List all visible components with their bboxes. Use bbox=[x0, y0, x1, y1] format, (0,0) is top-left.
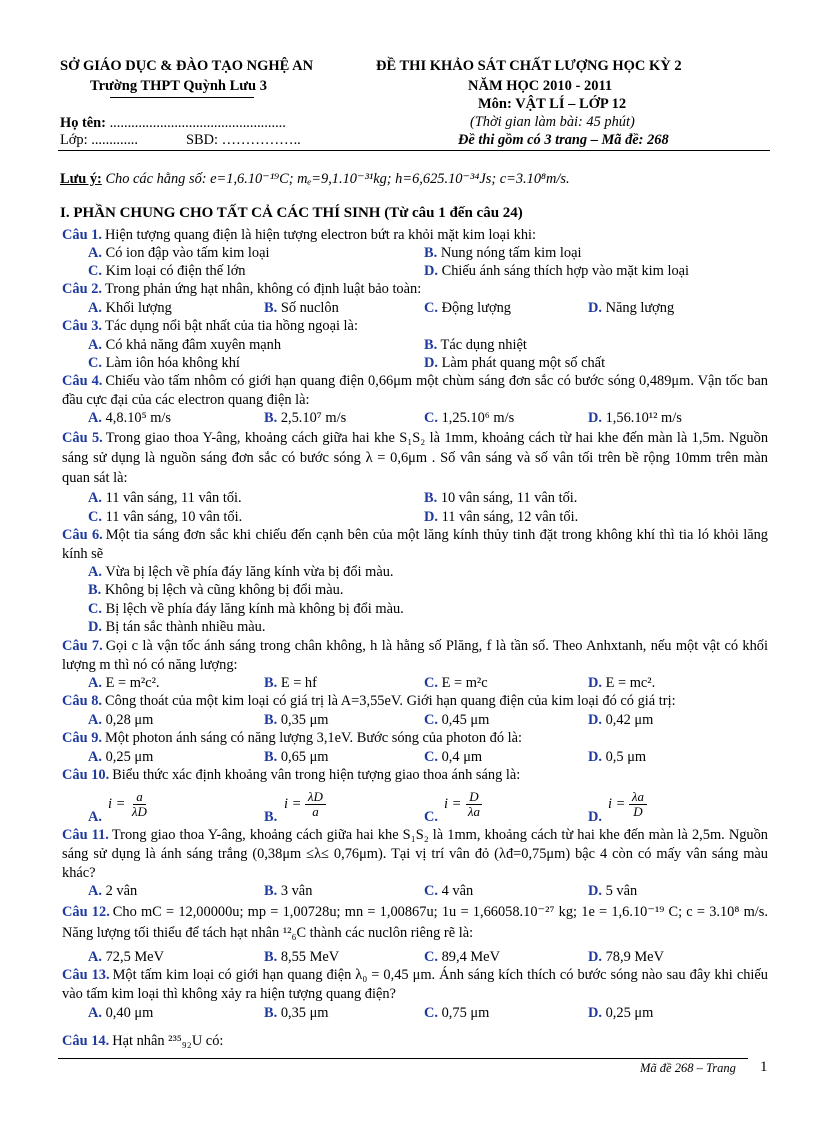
option-b[interactable]: B. Không bị lệch và cũng không bị đổi màu. bbox=[88, 582, 344, 598]
option-d[interactable]: D. 0,25 μm bbox=[588, 1005, 654, 1021]
option-d[interactable]: D. 1,56.10¹² m/s bbox=[588, 410, 682, 426]
question-number: Câu 8. bbox=[62, 693, 102, 709]
option-c[interactable]: C. 4 vân bbox=[424, 883, 474, 899]
option-a[interactable]: A. Có ion đập vào tấm kim loại bbox=[88, 245, 270, 261]
question-text: Cho mC = 12,00000u; mp = 1,00728u; mn = 1,00867u; 1u = 1,66058.10⁻²⁷ kg; 1e = 1,6.10⁻¹⁹ C; c = 3.10⁸ m/s. Năng lượng tối thiểu để tách hạt nhân ¹²₆C thành các nuclôn riêng rẽ là: bbox=[62, 904, 768, 941]
option-d[interactable]: D. E = mc². bbox=[588, 675, 656, 691]
option-a[interactable]: A. 4,8.10⁵ m/s bbox=[88, 410, 171, 426]
option-d[interactable]: D. 0,5 μm bbox=[588, 749, 647, 765]
option-b[interactable]: B. Nung nóng tấm kim loại bbox=[424, 245, 582, 261]
question-number: Câu 10. bbox=[62, 767, 110, 783]
question-text: Hiện tượng quang điện là hiện tượng electron bứt ra khỏi mặt kim loại khi: bbox=[104, 227, 537, 243]
formula-denominator: a bbox=[312, 804, 319, 819]
section-title: I. PHẦN CHUNG CHO TẤT CẢ CÁC THÍ SINH (Từ câu 1 đến câu 24) bbox=[60, 205, 523, 221]
sbd-dots: …………….. bbox=[221, 132, 301, 148]
option-d[interactable]: D. Làm phát quang một số chất bbox=[424, 355, 606, 371]
class-label: Lớp: bbox=[60, 132, 88, 148]
formula-numerator: a bbox=[133, 790, 146, 805]
school-year: NĂM HỌC 2010 - 2011 bbox=[468, 78, 613, 94]
option-a[interactable]: A. Có khả năng đâm xuyên mạnh bbox=[88, 337, 282, 353]
option-d[interactable]: D. Bị tán sắc thành nhiều màu. bbox=[88, 619, 266, 635]
option-c[interactable]: C. Động lượng bbox=[424, 300, 511, 316]
question-10 bbox=[62, 766, 768, 785]
formula-numerator: D bbox=[466, 790, 481, 805]
class-dots: ............. bbox=[91, 132, 138, 148]
option-c[interactable]: C. 11 vân sáng, 10 vân tối. bbox=[88, 509, 243, 525]
formula-numerator: λa bbox=[629, 790, 647, 805]
question-3 bbox=[62, 317, 768, 336]
question-text: Hạt nhân ²³⁵₉₂U có: bbox=[112, 1033, 224, 1049]
option-b[interactable]: B. 3 vân bbox=[264, 883, 313, 899]
question-number: Câu 12. bbox=[62, 904, 110, 920]
class-row bbox=[60, 132, 138, 149]
option-a[interactable]: A. 2 vân bbox=[88, 883, 138, 899]
option-c[interactable]: C. 0,4 μm bbox=[424, 749, 483, 765]
option-a[interactable]: A. 0,28 μm bbox=[88, 712, 154, 728]
question-14 bbox=[62, 1032, 768, 1051]
option-b[interactable]: B. 2,5.10⁷ m/s bbox=[264, 410, 347, 426]
option-d[interactable]: D. Năng lượng bbox=[588, 300, 675, 316]
question-2 bbox=[62, 280, 768, 299]
option-a[interactable]: A. 11 vân sáng, 11 vân tối. bbox=[88, 490, 242, 506]
option-b[interactable]: B. 0,65 μm bbox=[264, 749, 329, 765]
option-a[interactable]: A. Khối lượng bbox=[88, 300, 172, 316]
option-a[interactable]: A. 0,25 μm bbox=[88, 749, 154, 765]
question-text: Tác dụng nổi bật nhất của tia hồng ngoại là: bbox=[104, 318, 358, 334]
option-c[interactable]: C. E = m²c bbox=[424, 675, 488, 691]
constants-note bbox=[60, 171, 570, 188]
question-12 bbox=[62, 902, 768, 944]
option-a[interactable]: A. Vừa bị lệch về phía đáy lăng kính vừa bị đổi màu. bbox=[88, 564, 394, 580]
question-text: Một photon ánh sáng có năng lượng 3,1eV. Bước sóng của photon đó là: bbox=[104, 730, 523, 746]
question-number: Câu 9. bbox=[62, 730, 102, 746]
option-b[interactable]: B. 0,35 μm bbox=[264, 712, 329, 728]
option-b[interactable]: B. 8,55 MeV bbox=[264, 949, 340, 965]
question-number: Câu 4. bbox=[62, 373, 103, 389]
formula-denominator: λa bbox=[467, 804, 481, 819]
question-number: Câu 5. bbox=[62, 430, 103, 446]
question-text: Trong giao thoa Y-âng, khoảng cách giữa hai khe S₁S₂ là 1mm, khoảng cách từ hai khe đến màn là 2,5m. Nguồn sáng sử dụng là ánh sáng trắng (0,38μm ≤λ≤ 0,76μm). Tại vị trí vân đỏ (λđ=0,75μm) bậc 4 còn có mấy vân sáng màu khác? bbox=[62, 827, 769, 881]
school-name: Trường THPT Quỳnh Lưu 3 bbox=[90, 78, 267, 94]
option-b[interactable]: B. Số nuclôn bbox=[264, 300, 339, 316]
formula-lhs: i = bbox=[608, 795, 626, 812]
question-number: Câu 7. bbox=[62, 638, 103, 654]
option-c[interactable]: C. Làm iôn hóa không khí bbox=[88, 355, 240, 371]
option-c[interactable]: C. 0,45 μm bbox=[424, 712, 490, 728]
question-4 bbox=[62, 372, 768, 410]
question-text: Biểu thức xác định khoảng vân trong hiện tượng giao thoa ánh sáng là: bbox=[112, 767, 521, 783]
formula-denominator: λD bbox=[131, 804, 147, 819]
question-number: Câu 1. bbox=[62, 227, 102, 243]
formula-numerator: λD bbox=[305, 790, 326, 805]
header-divider bbox=[58, 150, 770, 151]
question-5 bbox=[62, 428, 768, 488]
option-d[interactable]: D. 0,42 μm bbox=[588, 712, 654, 728]
option-c[interactable]: C. 1,25.10⁶ m/s bbox=[424, 410, 515, 426]
question-text: Công thoát của một kim loại có giá trị là A=3,55eV. Giới hạn quang điện của kim loại đó có giá trị: bbox=[104, 693, 676, 709]
department-name: SỞ GIÁO DỤC & ĐÀO TẠO NGHỆ AN bbox=[60, 58, 314, 74]
option-d[interactable]: D. 78,9 MeV bbox=[588, 949, 664, 965]
subject-title: Môn: VẬT LÍ – LỚP 12 bbox=[478, 96, 627, 112]
footer-divider bbox=[58, 1058, 748, 1059]
question-text: Một tấm kim loại có giới hạn quang điện λ₀ = 0,45 μm. Ánh sáng kích thích có bước sóng nào sau đây khi chiếu vào tấm kim loại thì không xảy ra hiện tượng quang điện? bbox=[62, 967, 768, 1002]
question-7 bbox=[62, 637, 768, 675]
formula-lhs: i = bbox=[284, 795, 302, 812]
question-13 bbox=[62, 966, 768, 1004]
question-1 bbox=[62, 226, 768, 245]
question-number: Câu 11. bbox=[62, 827, 109, 843]
question-8 bbox=[62, 692, 768, 711]
option-b[interactable]: B. Tác dụng nhiệt bbox=[424, 337, 527, 353]
option-b[interactable]: B. 0,35 μm bbox=[264, 1005, 329, 1021]
option-b[interactable]: B. 10 vân sáng, 11 vân tối. bbox=[424, 490, 578, 506]
question-number: Câu 14. bbox=[62, 1033, 110, 1049]
formula-lhs: i = bbox=[444, 795, 462, 812]
name-label: Họ tên: bbox=[60, 115, 106, 131]
option-c[interactable]: C. Bị lệch về phía đáy lăng kính mà không bị đổi màu. bbox=[88, 601, 404, 617]
option-d[interactable]: D. 5 vân bbox=[588, 883, 638, 899]
question-number: Câu 6. bbox=[62, 527, 103, 543]
question-text: Trong phản ứng hạt nhân, không có định luật bảo toàn: bbox=[104, 281, 422, 297]
option-a[interactable]: A. 72,5 MeV bbox=[88, 949, 164, 965]
exam-title: ĐỀ THI KHẢO SÁT CHẤT LƯỢNG HỌC KỲ 2 bbox=[376, 58, 682, 74]
page-number: 1 bbox=[760, 1059, 768, 1075]
option-a[interactable]: A. 0,40 μm bbox=[88, 1005, 154, 1021]
option-a[interactable]: A. E = m²c². bbox=[88, 675, 160, 691]
option-d[interactable]: D. 11 vân sáng, 12 vân tối. bbox=[424, 509, 579, 525]
question-number: Câu 13. bbox=[62, 967, 110, 983]
exam-info: Đề thi gồm có 3 trang – Mã đề: 268 bbox=[458, 132, 669, 148]
formula-lhs: i = bbox=[108, 795, 126, 812]
question-text: Gọi c là vận tốc ánh sáng trong chân không, h là hằng số Plăng, f là tần số. Theo Anhxtanh, nếu một vật có khối lượng m thì nó có năng lượng: bbox=[62, 638, 768, 673]
exam-duration: (Thời gian làm bài: 45 phút) bbox=[470, 114, 635, 130]
question-11 bbox=[62, 826, 768, 883]
note-text: Cho các hằng số: e=1,6.10⁻¹⁹C; mₑ=9,1.10⁻³¹kg; h=6,625.10⁻³⁴Js; c=3.10⁸m/s. bbox=[105, 171, 570, 187]
note-label: Lưu ý: bbox=[60, 171, 102, 187]
option-c[interactable]: C. 89,4 MeV bbox=[424, 949, 500, 965]
question-9 bbox=[62, 729, 768, 748]
question-text: Trong giao thoa Y-âng, khoảng cách giữa hai khe S₁S₂ là 1mm, khoảng cách từ hai khe đến màn là 1,5m. Nguồn sáng sử dụng là nguồn sáng đơn sắc có bước sóng λ = 0,6μm . Số vân sáng và số vân tối trên bề rộng 10mm trên màn quan sát là: bbox=[62, 430, 769, 486]
formula-denominator: D bbox=[633, 804, 643, 819]
question-number: Câu 3. bbox=[62, 318, 102, 334]
option-d[interactable]: D. Chiếu ánh sáng thích hợp vào mặt kim loại bbox=[424, 263, 690, 279]
question-number: Câu 2. bbox=[62, 281, 102, 297]
option-c[interactable]: C. Kim loại có điện thế lớn bbox=[88, 263, 246, 279]
option-c[interactable]: C. 0,75 μm bbox=[424, 1005, 490, 1021]
question-6 bbox=[62, 526, 768, 564]
school-underline bbox=[110, 97, 254, 98]
student-name-row bbox=[60, 115, 286, 132]
name-dots: ................................................. bbox=[109, 115, 286, 131]
sbd-label: SBD: bbox=[186, 132, 218, 148]
footer-code: Mã đề 268 – Trang bbox=[640, 1061, 736, 1075]
option-b[interactable]: B. E = hf bbox=[264, 675, 317, 691]
question-text: Chiếu vào tấm nhôm có giới hạn quang điện 0,66μm một chùm sáng đơn sắc có bước sóng 0,489μm. Vận tốc ban đầu cực đại của các electron quang điện là: bbox=[62, 373, 768, 408]
question-text: Một tia sáng đơn sắc khi chiếu đến cạnh bên của một lăng kính thủy tinh đặt trong không khí thì tia ló khỏi lăng kính sẽ bbox=[62, 527, 768, 562]
sbd-row bbox=[186, 132, 301, 149]
